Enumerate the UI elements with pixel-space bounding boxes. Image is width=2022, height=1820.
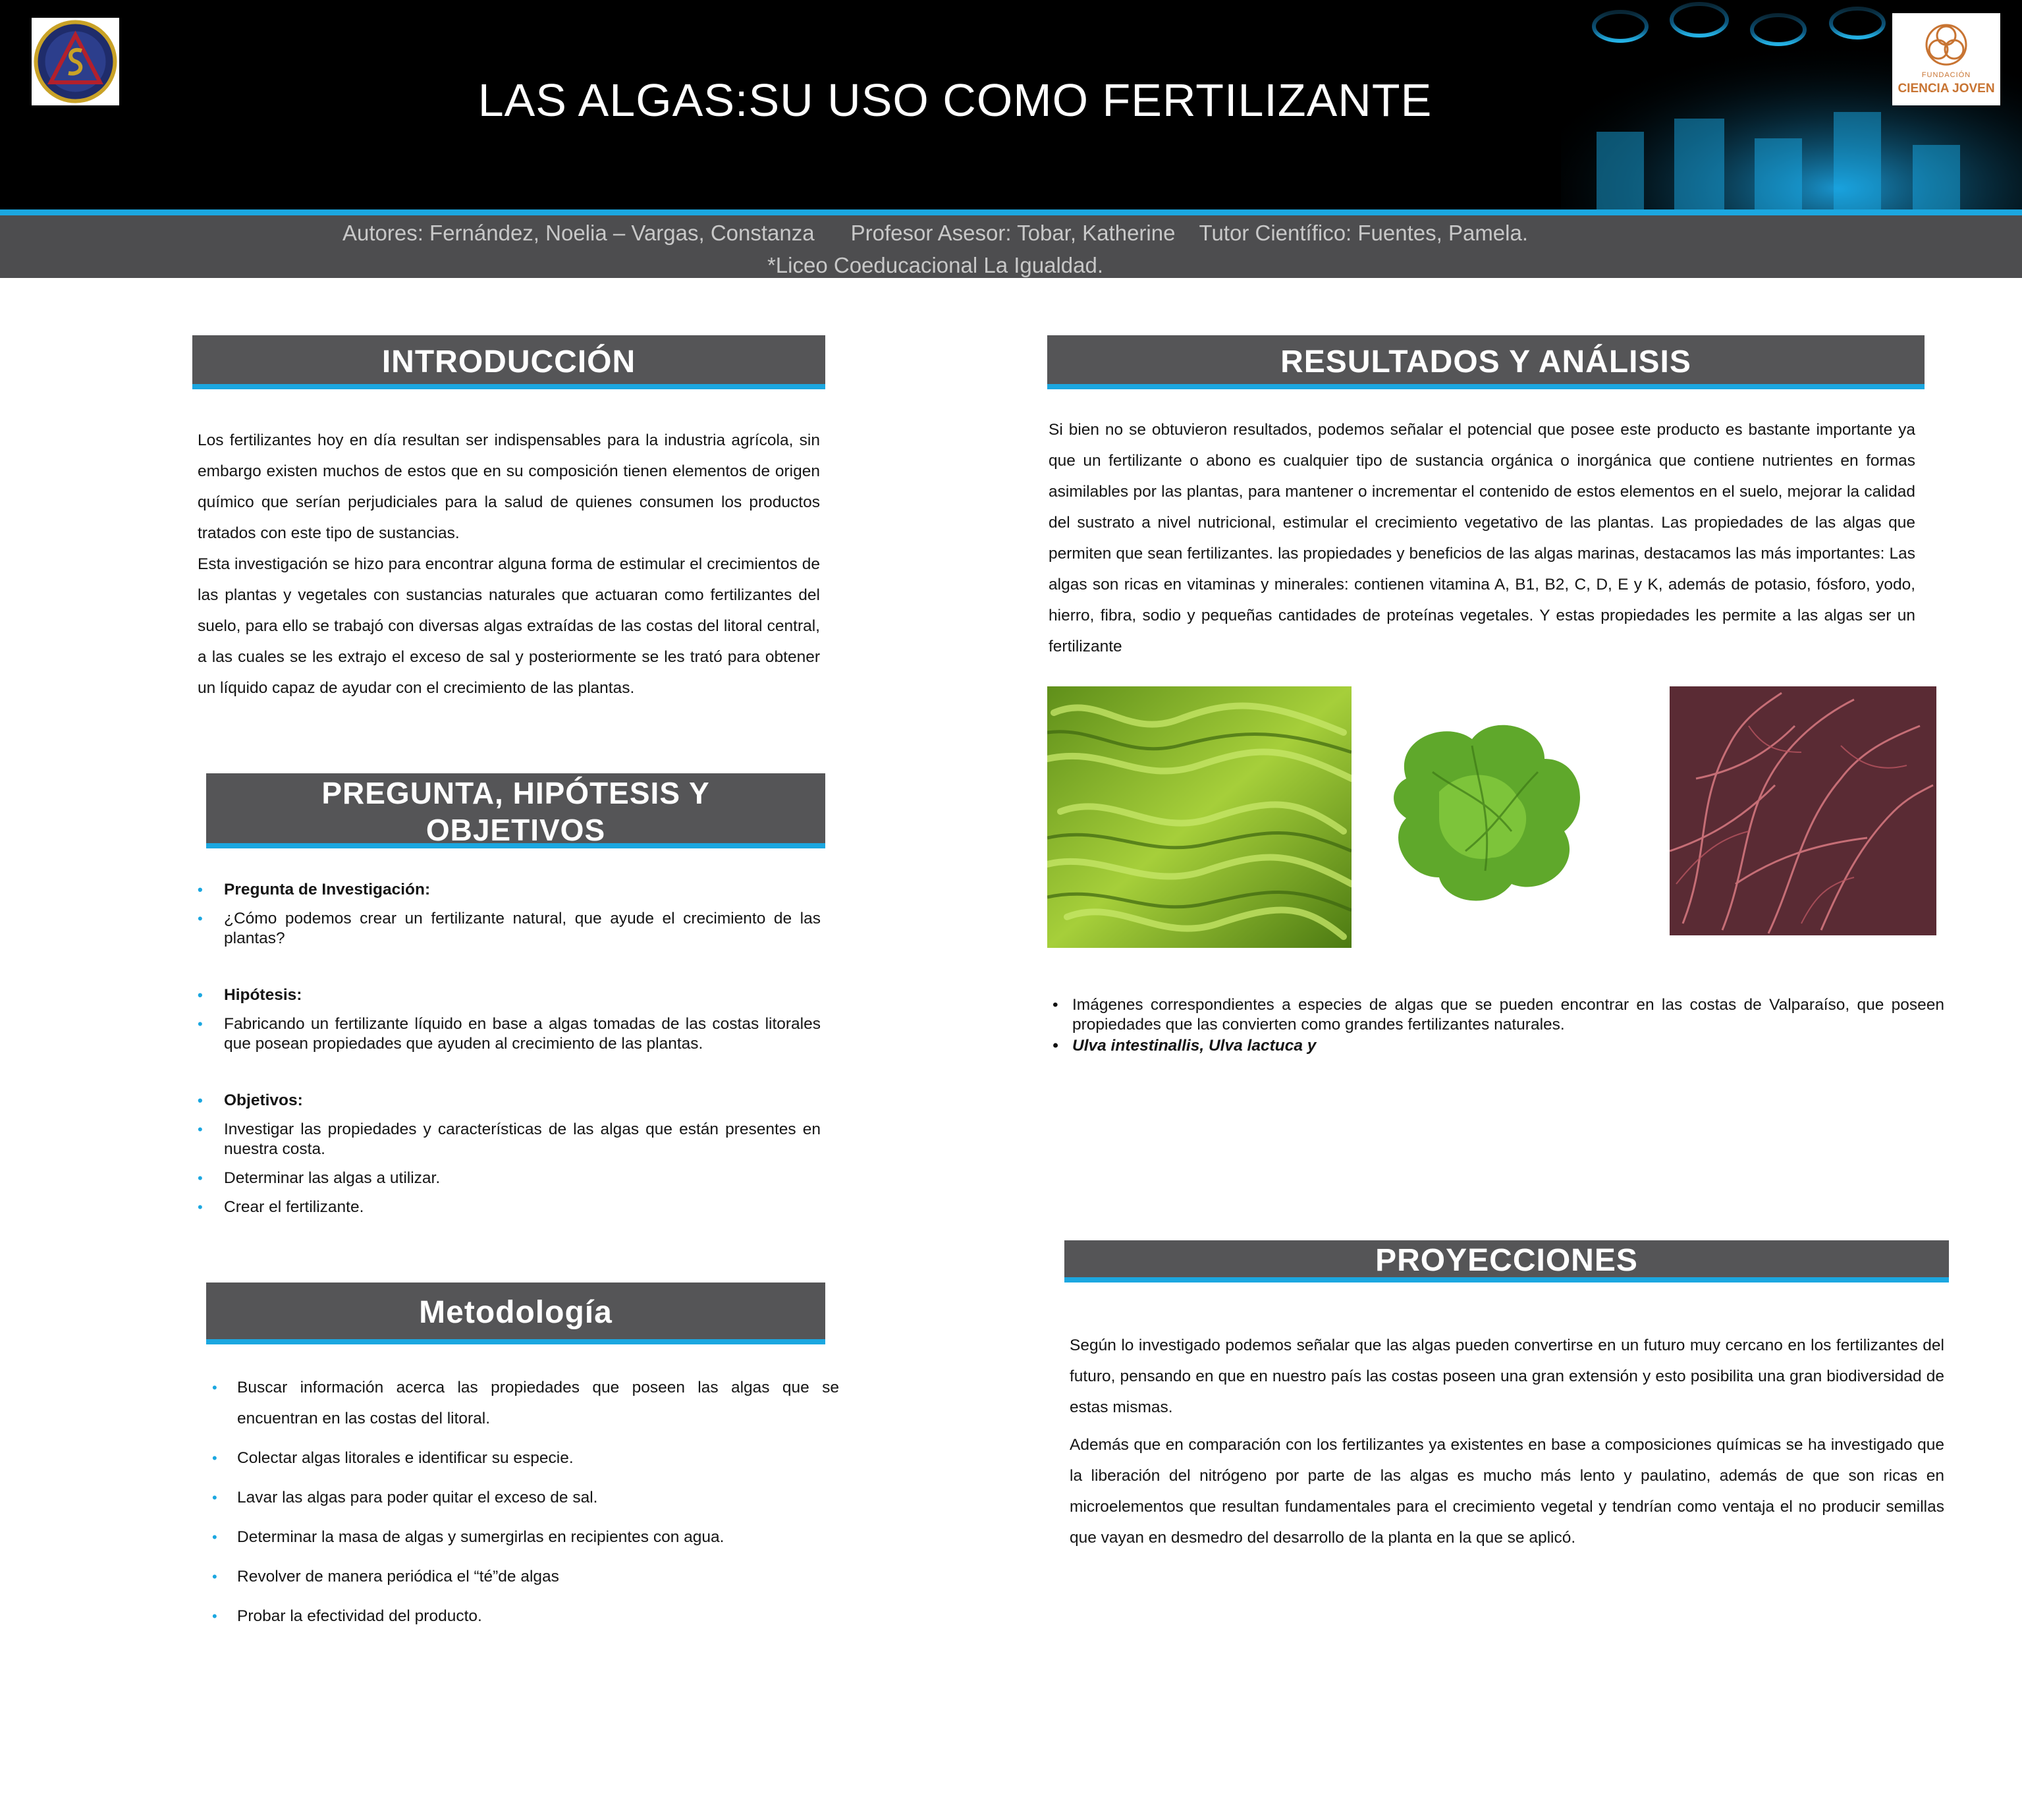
list-item-hipotesis-label: • Hipótesis: [198,985,821,1005]
list-item-objetivo: • Determinar las algas a utilizar. [198,1169,821,1188]
resultados-heading: RESULTADOS Y ANÁLISIS [1047,335,1925,389]
header-banner [0,0,2022,209]
ciencia-joven-logo [1892,13,2000,105]
intro-text [198,425,820,703]
list-item-paso: • Lavar las algas para poder quitar el exceso de sal. [212,1482,839,1513]
list-item-paso: • Revolver de manera periódica el “té”de algas [212,1561,839,1592]
school-logo [32,18,119,105]
proyecciones-paragraph-2: Además que en comparación con los fertilizantes ya existentes en base a composiciones químicas se ha investigado que la liberación del nitrógeno por parte de las algas es mucho más lento y paulatino, además de que son ricas en microelementos que resultan fundamentales para el crecimiento vegetal y tendrían como ventaja el no producir semillas que vayan en desmedro del desarrollo de la planta en la que se aplicó. [1070,1436,1944,1547]
species-caption: • Ulva intestinallis, Ulva lactuca y [1047,1036,1944,1056]
metodologia-list [212,1372,839,1640]
list-item-hipotesis: • Fabricando un fertilizante líquido en base a algas tomadas de las costas litorales que posean propiedades que ayuden al crecimiento de las plantas. [198,1014,821,1054]
image-caption: • Imágenes correspondientes a especies de algas que se pueden encontrar en las costas de Valparaíso, que poseen propiedades que las convierten como grandes fertilizantes naturales. [1047,995,1944,1035]
intro-heading: INTRODUCCIÓN [192,335,825,389]
proyecciones-paragraph-1: Según lo investigado podemos señalar que las algas pueden convertirse en un futuro muy cercano en los fertilizantes del futuro, pensando en que en nuestro país las costas poseen una gran extensión y esto posibilita una gran biodiversidad de estas mismas. [1070,1337,1944,1416]
authors-text: Autores: Fernández, Noelia – Vargas, Constanza Profesor Asesor: Tobar, Katherine Tutor Científico: Fuentes, Pamela. [342,221,1529,245]
list-item-objetivo: • Crear el fertilizante. [198,1198,821,1217]
institution-text: *Liceo Coeducacional La Igualdad. [767,253,1104,277]
proyecciones-text [1070,1330,1944,1553]
proyecciones-heading: PROYECCIONES [1064,1240,1949,1282]
list-item-objetivo: • Investigar las propiedades y características de las algas que están presentes en nuestra costa. [198,1120,821,1159]
pregunta-heading: PREGUNTA, HIPÓTESIS Y OBJETIVOS [206,773,825,848]
metodologia-heading: Metodología [206,1282,825,1344]
ulva-lactuca-image [1367,700,1614,920]
intro-paragraph-1: Los fertilizantes hoy en día resultan ser indispensables para la industria agrícola, sin embargo existen muchos de estos que en su composición tienen elementos de origen químico que serían perjudiciales para la salud de quienes consumen los productos tratados con este tipo de sustancias. [198,431,820,542]
list-item-paso: • Determinar la masa de algas y sumergirlas en recipientes con agua. [212,1522,839,1553]
list-item-paso: • Colectar algas litorales e identificar su especie. [212,1443,839,1474]
list-item-pregunta-label: • Pregunta de Investigación: [198,880,821,900]
list-item-pregunta: • ¿Cómo podemos crear un fertilizante natural, que ayude el crecimiento de las plantas? [198,909,821,949]
ulva-intestinalis-image [1047,686,1352,948]
resultados-captions [1047,995,1944,1056]
list-item-objetivos-label: • Objetivos: [198,1091,821,1111]
logo-label-fundacion: FUNDACIÓN [1921,71,1971,79]
intro-paragraph-2: Esta investigación se hizo para encontrar alguna forma de estimular el crecimientos de las plantas y vegetales con sustancias naturales que actuaran como fertilizantes del suelo, para ello se trabajó con diversas algas extraídas de las costas del litoral central, a las cuales se les extrajo el exceso de sal y posteriormente se les trató para obtener un líquido capaz de ayudar con el crecimiento de las plantas. [198,555,820,697]
red-algae-image [1670,686,1936,935]
list-item-paso: • Probar la efectividad del producto. [212,1601,839,1632]
pregunta-list [198,880,821,1217]
logo-label-ciencia-joven: CIENCIA JOVEN [1898,82,1995,96]
resultados-text: Si bien no se obtuvieron resultados, podemos señalar el potencial que posee este producto es bastante importante ya que un fertilizante o abono es cualquier tipo de sustancia orgánica o inorgánica que contiene nutrientes en formas asimilables por las plantas, para mantener o incrementar el contenido de estos elementos en el suelo, mejorar la calidad del sustrato a nivel nutricional, estimular el crecimiento vegetativo de las plantas. Las propiedades de las algas que permiten que sean fertilizantes. las propiedades y beneficios de las algas marinas, destacamos las más importantes: Las algas son ricas en vitaminas y minerales: contienen vitamina A, B1, B2, C, D, E y K, además de potasio, fósforo, yodo, hierro, fibra, sodio y pequeñas cantidades de proteínas vegetales. Y estas propiedades les permite a las algas ser un fertilizante [1049,421,1915,655]
header-accent-line [0,209,2022,215]
poster-title: LAS ALGAS:SU USO COMO FERTILIZANTE [478,74,1433,126]
list-item-paso: • Buscar información acerca las propiedades que poseen las algas que se encuentran en las costas del litoral. [212,1372,839,1434]
